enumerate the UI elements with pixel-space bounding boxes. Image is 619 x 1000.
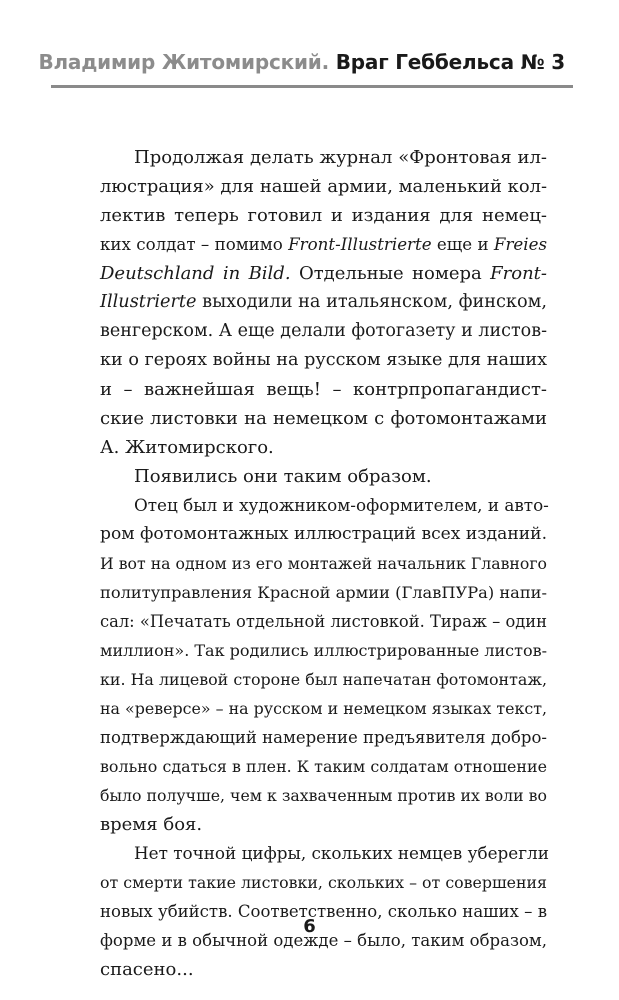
text-line: подтверждающий намерение предъявителя добро- xyxy=(100,728,547,747)
text-line: форме и в обычной одежде – было, таким образом, xyxy=(100,931,547,950)
text-line: ки. На лицевой стороне был напечатан фотомонтаж, xyxy=(100,670,547,689)
text-line: сал: «Печатать отдельной листовкой. Тираж – один xyxy=(100,612,547,631)
text-line: венгерском. А еще делали фотогазету и листов- xyxy=(100,321,547,341)
page-number: 6 xyxy=(303,916,316,937)
text-line: Отец был и художником-оформителем, и авто- xyxy=(134,495,549,515)
text-line: новых убийств. Соответственно, сколько наших – в xyxy=(100,902,547,921)
running-header xyxy=(0,0,619,100)
italic-title: Freies xyxy=(493,235,548,254)
italic-title: Front-Illustrierte xyxy=(288,235,432,254)
text-line: спасено... xyxy=(100,959,194,980)
body-text xyxy=(100,143,547,984)
italic-title: Deutschland in Bild. xyxy=(100,263,291,284)
text-line: А. Житомирского. xyxy=(100,437,274,458)
italic-title: Front- xyxy=(490,263,547,284)
text-run: еще и xyxy=(431,235,494,254)
text-line: время боя. xyxy=(100,814,203,835)
text-run: ких солдат – помимо xyxy=(100,235,289,254)
text-line: лектив теперь готовил и издания для немец- xyxy=(100,205,547,226)
text-line: политуправления Красной армии (ГлавПУРа) напи- xyxy=(100,583,547,602)
text-line: от смерти такие листовки, скольких – от совершения xyxy=(100,873,547,892)
text-line: люстрация» для нашей армии, маленький кол- xyxy=(100,176,547,197)
text-line: ки о героях войны на русском языке для наших xyxy=(100,350,547,370)
text-line xyxy=(100,230,547,259)
text-line: и – важнейшая вещь! – контрпропагандист- xyxy=(100,379,547,400)
text-line: ские листовки на немецком с фотомонтажами xyxy=(100,408,547,429)
italic-title: Illustrierte xyxy=(100,292,197,312)
text-line: Нет точной цифры, скольких немцев уберегли xyxy=(134,843,549,863)
header-divider xyxy=(51,85,573,88)
author-name: Владимир Житомирский. xyxy=(38,50,329,74)
text-run: Отдельные номера xyxy=(290,263,491,284)
text-line xyxy=(100,259,547,288)
book-title: Враг Геббельса № 3 xyxy=(335,50,565,74)
text-run: выходили на итальянском, финском, xyxy=(196,292,548,312)
text-line: Появились они таким образом. xyxy=(134,466,432,487)
text-line: на «реверсе» – на русском и немецком языках текст, xyxy=(100,699,547,718)
text-line: вольно сдаться в плен. К таким солдатам отношение xyxy=(100,757,547,776)
text-line: Продолжая делать журнал «Фронтовая ил- xyxy=(134,147,547,168)
text-line xyxy=(100,288,547,317)
text-line: И вот на одном из его монтажей начальник Главного xyxy=(100,554,547,573)
text-line: миллион». Так родились иллюстрированные листов- xyxy=(100,641,547,660)
text-line: было получше, чем к захваченным против их воли во xyxy=(100,786,547,805)
text-line: ром фотомонтажных иллюстраций всех изданий. xyxy=(100,524,548,544)
running-title xyxy=(38,50,565,74)
